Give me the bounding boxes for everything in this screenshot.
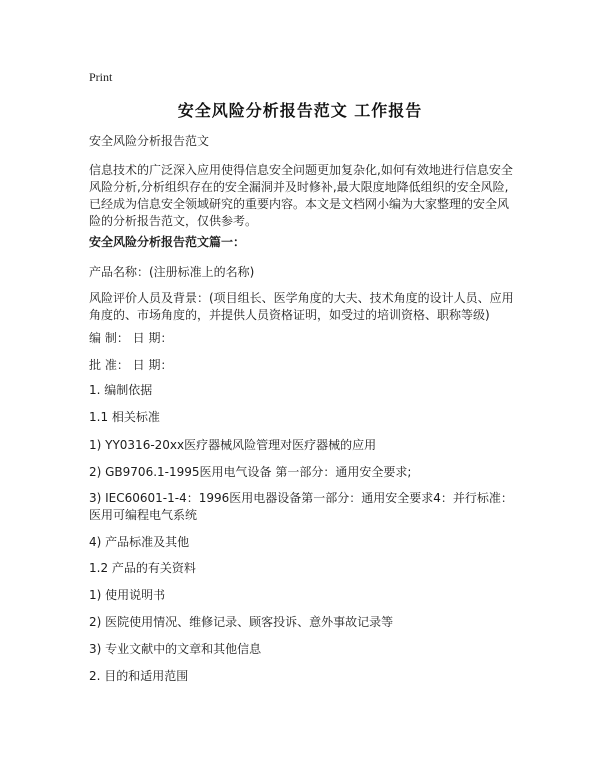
- standard-item-3: 3) IEC60601-1-4：1996医用电器设备第一部分：通用安全要求4：并行标准：医用可编程电气系统: [89, 491, 513, 522]
- document-item-1: 1) 使用说明书: [89, 588, 166, 602]
- standard-item-1: 1) YY0316-20xx医疗器械风险管理对医疗器械的应用: [89, 438, 377, 452]
- document-item-2: 2) 医院使用情况、维修记录、顾客投诉、意外事故记录等: [89, 615, 394, 629]
- document-item-3: 3) 专业文献中的文章和其他信息: [89, 642, 262, 656]
- assessors-paragraph: 风险评价人员及背景：(项目组长、医学角度的大夫、技术角度的设计人员、应用角度的、市场角度的，并提供人员资格证明，如受过的培训资格、职称等级): [89, 291, 514, 322]
- page-title: 安全风险分析报告范文 工作报告: [177, 101, 423, 120]
- standard-item-2: 2) GB9706.1-1995医用电气设备 第一部分：通用安全要求;: [89, 465, 412, 479]
- section-2-heading: 2. 目的和适用范围: [89, 669, 189, 683]
- intro-paragraph: 信息技术的广泛深入应用使得信息安全问题更加复杂化,如何有效地进行信息安全风险分析,分析组织存在的安全漏洞并及时修补,最大限度地降低组织的安全风险,已经成为信息安全领域研究的重要内容。本文是文档网小编为大家整理的安全风险的分析报告范文，仅供参考。: [89, 163, 513, 228]
- compiled-line: 编 制： 日 期：: [89, 331, 173, 345]
- section-heading: 安全风险分析报告范文篇一：: [89, 235, 246, 249]
- section-1-2-heading: 1.2 产品的有关资料: [89, 561, 196, 575]
- section-1-heading: 1. 编制依据: [89, 383, 153, 397]
- section-1-1-heading: 1.1 相关标准: [89, 410, 160, 424]
- standard-item-4: 4) 产品标准及其他: [89, 535, 190, 549]
- approved-line: 批 准： 日 期：: [89, 358, 173, 372]
- subtitle: 安全风险分析报告范文: [89, 134, 210, 148]
- product-name-line: 产品名称：(注册标准上的名称): [89, 265, 255, 279]
- print-label: Print: [89, 70, 113, 84]
